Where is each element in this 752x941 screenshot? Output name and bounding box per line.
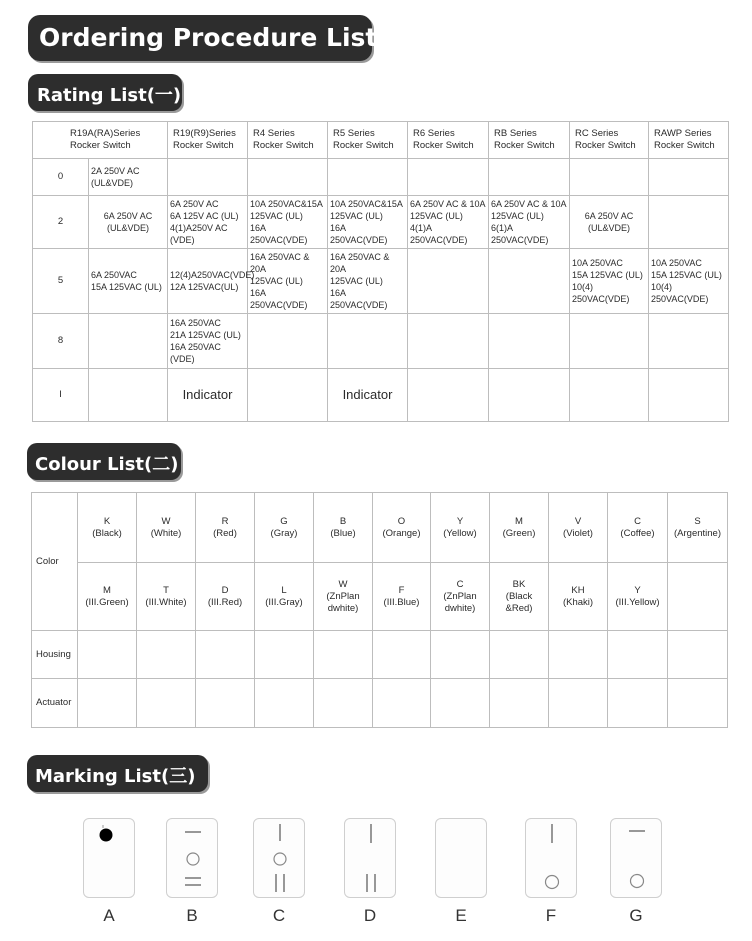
bar-circle-icon	[526, 819, 578, 899]
actuator-row-label: Actuator	[32, 679, 78, 728]
housing-cell	[549, 631, 608, 679]
rating-cell	[489, 369, 570, 422]
housing-cell	[78, 631, 137, 679]
housing-cell	[314, 631, 373, 679]
rating-cell	[570, 314, 649, 369]
colour-cell: V (Violet)	[549, 493, 608, 563]
rating-cell: 6A 250V AC & 10A 125VAC (UL) 6(1)A 250VAC(VDE)	[489, 196, 570, 249]
actuator-row	[32, 679, 728, 728]
rating-row	[33, 369, 729, 422]
rating-cell	[89, 369, 168, 422]
housing-cell	[255, 631, 314, 679]
bar-double-bar-icon	[345, 819, 397, 899]
rating-cell: 6A 250V AC 6A 125V AC (UL) 4(1)A250V AC (VDE)	[168, 196, 248, 249]
housing-row	[32, 631, 728, 679]
colour-cell: C (ZnPlan dwhite)	[431, 563, 490, 631]
rating-cell	[649, 159, 729, 196]
marking-letter: D	[363, 906, 377, 925]
housing-row-label: Housing	[32, 631, 78, 679]
colour-cell: S (Argentine)	[668, 493, 728, 563]
rating-cell: 10A 250VAC&15A 125VAC (UL) 16A 250VAC(VDE)	[248, 196, 328, 249]
column-header: RC Series Rocker Switch	[570, 122, 649, 159]
rating-cell	[489, 249, 570, 314]
actuator-cell	[137, 679, 196, 728]
page-title: Ordering Procedure List	[28, 15, 372, 61]
rating-cell: 10A 250VAC 15A 125VAC (UL) 10(4) 250VAC(VDE)	[649, 249, 729, 314]
colour-cell: KH (Khaki)	[549, 563, 608, 631]
marking-b	[166, 818, 218, 898]
housing-cell	[608, 631, 668, 679]
colour-cell: K (Black)	[78, 493, 137, 563]
colour-row-top	[32, 493, 728, 563]
rating-cell	[408, 314, 489, 369]
column-header: R19A(RA)Series Rocker Switch	[33, 122, 168, 159]
housing-cell	[137, 631, 196, 679]
colour-cell: O (Orange)	[373, 493, 431, 563]
dash-circle-icon	[611, 819, 663, 899]
colour-cell: F (III.Blue)	[373, 563, 431, 631]
marking-g	[610, 818, 662, 898]
housing-cell	[373, 631, 431, 679]
colour-table	[31, 492, 728, 728]
rating-row	[33, 249, 729, 314]
colour-cell: L (III.Gray)	[255, 563, 314, 631]
rating-cell	[408, 159, 489, 196]
rating-cell	[248, 159, 328, 196]
blank-icon	[436, 819, 488, 899]
marking-row	[0, 818, 752, 938]
rating-cell	[408, 249, 489, 314]
actuator-cell	[490, 679, 549, 728]
marking-letter: E	[455, 906, 467, 925]
marking-c	[253, 818, 305, 898]
marking-e	[435, 818, 487, 898]
rating-cell	[489, 159, 570, 196]
row-label: 2	[33, 196, 89, 249]
colour-cell: T (III.White)	[137, 563, 196, 631]
dot-icon	[84, 819, 136, 899]
actuator-cell	[78, 679, 137, 728]
marking-list-title: Marking List(三)	[27, 755, 208, 792]
rating-cell	[248, 314, 328, 369]
colour-cell: W (ZnPlan dwhite)	[314, 563, 373, 631]
rating-cell	[408, 369, 489, 422]
actuator-cell	[373, 679, 431, 728]
marking-f	[525, 818, 577, 898]
rating-cell	[649, 196, 729, 249]
colour-cell: B (Blue)	[314, 493, 373, 563]
row-label: 8	[33, 314, 89, 369]
rating-cell	[570, 369, 649, 422]
rating-cell: 12(4)A250VAC(VDE) 12A 125VAC(UL)	[168, 249, 248, 314]
colour-cell: D (III.Red)	[196, 563, 255, 631]
rating-row	[33, 159, 729, 196]
colour-cell: M (Green)	[490, 493, 549, 563]
actuator-cell	[314, 679, 373, 728]
rating-cell	[489, 314, 570, 369]
rating-cell	[570, 159, 649, 196]
rating-header-row	[33, 122, 729, 159]
rating-cell	[649, 369, 729, 422]
housing-cell	[668, 631, 728, 679]
colour-list-title: Colour List(二)	[27, 443, 181, 480]
rating-cell: 10A 250VAC 15A 125VAC (UL) 10(4) 250VAC(VDE)	[570, 249, 649, 314]
colour-cell: C (Coffee)	[608, 493, 668, 563]
rating-cell	[248, 369, 328, 422]
actuator-cell	[668, 679, 728, 728]
rating-table	[32, 121, 729, 422]
actuator-cell	[549, 679, 608, 728]
rating-cell	[328, 314, 408, 369]
row-label: 5	[33, 249, 89, 314]
actuator-cell	[431, 679, 490, 728]
column-header: RB Series Rocker Switch	[489, 122, 570, 159]
color-row-label: Color	[32, 493, 78, 631]
rating-cell: 16A 250VAC & 20A 125VAC (UL) 16A 250VAC(VDE)	[328, 249, 408, 314]
marking-letter: C	[272, 906, 286, 925]
row-label: 0	[33, 159, 89, 196]
rating-cell: 2A 250V AC (UL&VDE)	[89, 159, 168, 196]
colour-cell: Y (III.Yellow)	[608, 563, 668, 631]
indicator-cell: Indicator	[168, 369, 248, 422]
rating-cell: 6A 250VAC 15A 125VAC (UL)	[89, 249, 168, 314]
row-label: I	[33, 369, 89, 422]
housing-cell	[490, 631, 549, 679]
rating-cell: 6A 250V AC (UL&VDE)	[89, 196, 168, 249]
marking-letter: B	[186, 906, 198, 925]
marking-a	[83, 818, 135, 898]
marking-letter: G	[629, 906, 643, 925]
rating-cell: 10A 250VAC&15A 125VAC (UL) 16A 250VAC(VDE)	[328, 196, 408, 249]
column-header: R4 Series Rocker Switch	[248, 122, 328, 159]
column-header: R6 Series Rocker Switch	[408, 122, 489, 159]
marking-d	[344, 818, 396, 898]
column-header: RAWP Series Rocker Switch	[649, 122, 729, 159]
colour-cell: R (Red)	[196, 493, 255, 563]
rating-cell	[168, 159, 248, 196]
colour-cell	[668, 563, 728, 631]
colour-cell: BK (Black &Red)	[490, 563, 549, 631]
rating-row	[33, 314, 729, 369]
rating-cell: 16A 250VAC & 20A 125VAC (UL) 16A 250VAC(VDE)	[248, 249, 328, 314]
column-header: R19(R9)Series Rocker Switch	[168, 122, 248, 159]
actuator-cell	[608, 679, 668, 728]
colour-cell: Y (Yellow)	[431, 493, 490, 563]
rating-cell	[89, 314, 168, 369]
bar-circle-double-bar-icon	[254, 819, 306, 899]
rating-list-title: Rating List(一)	[28, 74, 182, 111]
rating-cell	[649, 314, 729, 369]
colour-cell: W (White)	[137, 493, 196, 563]
rating-cell	[328, 159, 408, 196]
rating-cell: 6A 250V AC (UL&VDE)	[570, 196, 649, 249]
colour-cell: M (III.Green)	[78, 563, 137, 631]
housing-cell	[431, 631, 490, 679]
indicator-cell: Indicator	[328, 369, 408, 422]
rating-cell: 6A 250V AC & 10A 125VAC (UL) 4(1)A 250VAC(VDE)	[408, 196, 489, 249]
actuator-cell	[196, 679, 255, 728]
actuator-cell	[255, 679, 314, 728]
colour-cell: G (Gray)	[255, 493, 314, 563]
colour-row-bottom	[32, 563, 728, 631]
dash-circle-double-dash-icon	[167, 819, 219, 899]
rating-cell: 16A 250VAC 21A 125VAC (UL) 16A 250VAC (VDE)	[168, 314, 248, 369]
rating-row	[33, 196, 729, 249]
housing-cell	[196, 631, 255, 679]
column-header: R5 Series Rocker Switch	[328, 122, 408, 159]
marking-letter: F	[545, 906, 557, 925]
marking-letter: A	[103, 906, 115, 925]
